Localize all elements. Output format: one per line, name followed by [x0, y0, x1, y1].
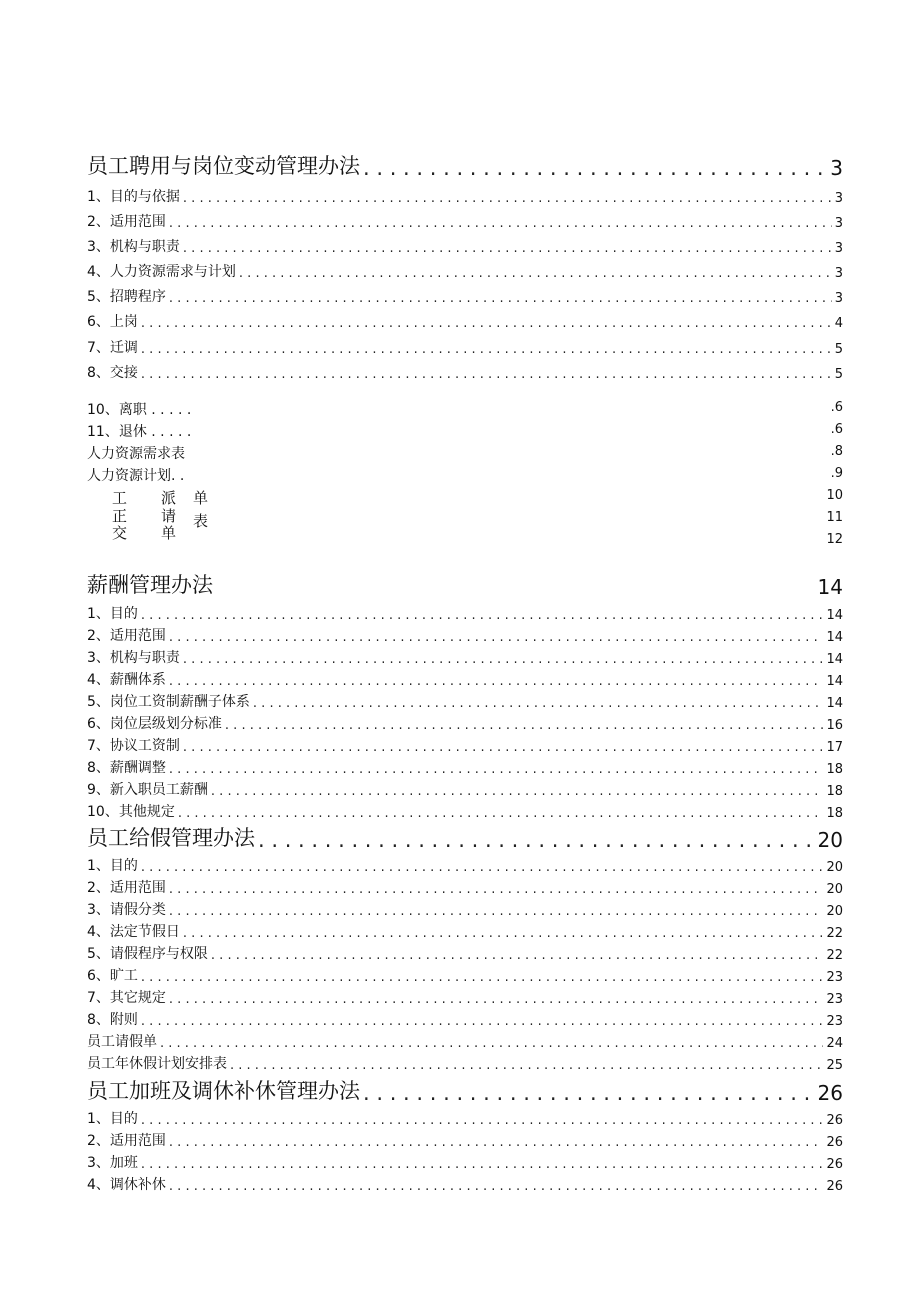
- toc-entry[interactable]: [87, 1130, 843, 1150]
- form-title-char: 单: [193, 489, 209, 507]
- toc-page-number: 26: [826, 1179, 843, 1194]
- toc-entry-label: 人力资源计划: [87, 468, 171, 484]
- toc-entry-label: 8、附则: [87, 1012, 138, 1028]
- toc-entry-label: 员工请假单: [87, 1034, 157, 1050]
- leader-dots: [169, 291, 832, 306]
- toc-entry[interactable]: [87, 186, 843, 206]
- leader-dots: . .: [171, 468, 185, 484]
- toc-entry-label: 2、适用范围: [87, 880, 166, 896]
- toc-page-number: 26: [826, 1157, 843, 1172]
- toc-page-number: 5: [834, 367, 843, 382]
- toc-entry[interactable]: [87, 1009, 843, 1029]
- toc-entry-label: 4、人力资源需求与计划: [87, 264, 236, 280]
- toc-entry-label: 4、法定节假日: [87, 924, 180, 940]
- leader-dots: [160, 1036, 823, 1051]
- toc-page-number: 4: [834, 316, 843, 331]
- toc-page-number: 11: [826, 510, 843, 525]
- toc-heading-label: 员工加班及调休补休管理办法: [87, 1079, 360, 1103]
- toc-entry[interactable]: [87, 855, 843, 875]
- toc-page-number: 14: [817, 575, 843, 599]
- leader-dots: [141, 970, 824, 985]
- toc-entry-label: 6、上岗: [87, 314, 138, 330]
- toc-entry-label: 4、薪酬体系: [87, 672, 166, 688]
- toc-page-number: 26: [817, 1081, 843, 1105]
- toc-heading-label: 员工聘用与岗位变动管理办法: [87, 154, 360, 178]
- toc-page-number: 16: [826, 718, 843, 733]
- toc-page-number: 14: [826, 696, 843, 711]
- toc-entry[interactable]: [87, 603, 843, 623]
- toc-entry[interactable]: [87, 647, 843, 667]
- toc-entry-label: 5、招聘程序: [87, 289, 166, 305]
- toc-entry[interactable]: [87, 1031, 843, 1051]
- toc-entry[interactable]: [87, 625, 843, 645]
- leader-dots: [183, 652, 824, 667]
- toc-entry[interactable]: [87, 1108, 843, 1128]
- toc-entry-label: 1、目的与依据: [87, 189, 180, 205]
- toc-page-number: 20: [826, 904, 843, 919]
- toc-page-number: 10: [826, 488, 843, 503]
- leader-dots: [141, 860, 824, 875]
- toc-entry[interactable]: [87, 311, 843, 331]
- leader-dots: [258, 828, 815, 852]
- toc-entry[interactable]: [87, 877, 843, 897]
- toc-page-number: 20: [826, 860, 843, 875]
- toc-entry-label: 8、交接: [87, 365, 138, 381]
- leader-dots: [169, 1179, 824, 1194]
- toc-heading-employment[interactable]: [87, 152, 843, 180]
- toc-page-number: 3: [834, 291, 843, 306]
- toc-entry-label: 4、调休补休: [87, 1177, 166, 1193]
- leader-dots: [141, 1113, 824, 1128]
- toc-entry[interactable]: [87, 987, 843, 1007]
- toc-page-number: 24: [826, 1036, 843, 1051]
- leader-dots: [211, 784, 824, 799]
- toc-entry-loose[interactable]: [87, 465, 184, 485]
- toc-entry-label: 1、目的: [87, 858, 138, 874]
- toc-entry-label: 3、请假分类: [87, 902, 166, 918]
- leader-dots: [169, 216, 832, 231]
- toc-heading-salary[interactable]: [87, 571, 843, 599]
- form-title-char: 单: [161, 524, 177, 542]
- toc-heading-label: 薪酬管理办法: [87, 573, 213, 597]
- leader-dots: [141, 367, 832, 382]
- toc-entry-label: 9、新入职员工薪酬: [87, 782, 208, 798]
- toc-entry-label: 5、请假程序与权限: [87, 946, 208, 962]
- toc-page-number: 20: [826, 882, 843, 897]
- toc-page-number: 23: [826, 970, 843, 985]
- leader-dots: [178, 806, 824, 821]
- toc-entry-label: 1、目的: [87, 1111, 138, 1127]
- toc-page-number: 20: [817, 828, 843, 852]
- toc-entry[interactable]: [87, 779, 843, 799]
- leader-dots: [169, 904, 824, 919]
- leader-dots: [169, 674, 824, 689]
- toc-page-number: 25: [826, 1058, 843, 1073]
- leader-dots: [169, 762, 824, 777]
- leader-dots: [183, 241, 832, 256]
- form-title-char: 正: [112, 507, 128, 525]
- toc-entry[interactable]: [87, 801, 843, 821]
- toc-entry-label: 6、岗位层级划分标准: [87, 716, 222, 732]
- leader-dots: [141, 608, 824, 623]
- toc-entry-label: 10、离职: [87, 402, 147, 418]
- form-title-char: 工: [112, 489, 128, 507]
- toc-page-number: 3: [834, 191, 843, 206]
- leader-dots: [183, 191, 832, 206]
- toc-entry[interactable]: [87, 337, 843, 357]
- toc-entry-loose[interactable]: [87, 421, 191, 441]
- toc-entry-label: 2、适用范围: [87, 1133, 166, 1149]
- toc-page-number: .9: [830, 466, 843, 481]
- toc-page-number: 23: [826, 1014, 843, 1029]
- toc-page-number: 22: [826, 926, 843, 941]
- leader-dots: [141, 1157, 824, 1172]
- form-title-char: 表: [193, 512, 209, 530]
- toc-entry[interactable]: [87, 236, 843, 256]
- toc-entry-label: 人力资源需求表: [87, 446, 185, 462]
- form-title-char: 交: [112, 524, 128, 542]
- toc-entry-label: 10、其他规定: [87, 804, 175, 820]
- leader-dots: [169, 1135, 824, 1150]
- toc-page-number: 14: [826, 630, 843, 645]
- toc-entry[interactable]: [87, 899, 843, 919]
- toc-entry-label: 8、薪酬调整: [87, 760, 166, 776]
- toc-page-number: 18: [826, 784, 843, 799]
- leader-dots: [363, 156, 827, 180]
- toc-entry-label: 6、旷工: [87, 968, 138, 984]
- leader-dots: . . . . .: [151, 424, 192, 440]
- toc-heading-leave[interactable]: [87, 824, 843, 852]
- toc-entry-loose[interactable]: [87, 443, 185, 463]
- toc-entry[interactable]: [87, 1174, 843, 1194]
- toc-page-number: 5: [834, 342, 843, 357]
- leader-dots: [253, 696, 824, 711]
- toc-heading-overtime[interactable]: [87, 1077, 843, 1105]
- toc-page-number: 3: [830, 156, 843, 180]
- toc-entry[interactable]: [87, 757, 843, 777]
- form-title-char: 派: [161, 489, 177, 507]
- leader-dots: [363, 1081, 815, 1105]
- toc-entry[interactable]: [87, 691, 843, 711]
- toc-page-number: .6: [830, 400, 843, 415]
- toc-page-number: 3: [834, 241, 843, 256]
- toc-entry-label: 5、岗位工资制薪酬子体系: [87, 694, 250, 710]
- toc-entry-label: 2、适用范围: [87, 628, 166, 644]
- form-title-char: 请: [161, 507, 177, 525]
- toc-entry-label: 员工年休假计划安排表: [87, 1056, 227, 1072]
- toc-page-number: 18: [826, 762, 843, 777]
- leader-dots: [239, 266, 832, 281]
- toc-entry-loose[interactable]: [87, 399, 191, 419]
- toc-page-number: 3: [834, 266, 843, 281]
- toc-entry[interactable]: [87, 211, 843, 231]
- toc-entry[interactable]: [87, 965, 843, 985]
- toc-entry[interactable]: [87, 261, 843, 281]
- leader-dots: [169, 992, 824, 1007]
- toc-entry-label: 11、退休: [87, 424, 147, 440]
- toc-page-number: 12: [826, 532, 843, 547]
- leader-dots: [141, 342, 832, 357]
- toc-page-number: 14: [826, 674, 843, 689]
- toc-entry[interactable]: [87, 362, 843, 382]
- toc-page-number: .8: [830, 444, 843, 459]
- toc-entry-label: 3、加班: [87, 1155, 138, 1171]
- toc-page-number: 22: [826, 948, 843, 963]
- leader-dots: [225, 718, 824, 733]
- toc-entry[interactable]: [87, 735, 843, 755]
- toc-page-number: 14: [826, 608, 843, 623]
- leader-dots: [141, 1014, 824, 1029]
- toc-page-number: 23: [826, 992, 843, 1007]
- toc-entry-label: 3、机构与职责: [87, 650, 180, 666]
- toc-entry-label: 7、协议工资制: [87, 738, 180, 754]
- toc-entry-label: 3、机构与职责: [87, 239, 180, 255]
- leader-dots: [183, 926, 824, 941]
- toc-page-number: .6: [830, 422, 843, 437]
- toc-entry[interactable]: [87, 1053, 843, 1073]
- toc-entry[interactable]: [87, 713, 843, 733]
- toc-entry[interactable]: [87, 943, 843, 963]
- toc-page-number: 14: [826, 652, 843, 667]
- leader-dots: [230, 1058, 823, 1073]
- leader-dots: [211, 948, 824, 963]
- toc-entry[interactable]: [87, 286, 843, 306]
- toc-page-number: 17: [826, 740, 843, 755]
- toc-page-number: 18: [826, 806, 843, 821]
- toc-entry[interactable]: [87, 1152, 843, 1172]
- toc-entry-label: 7、其它规定: [87, 990, 166, 1006]
- toc-page-number: 26: [826, 1113, 843, 1128]
- toc-entry[interactable]: [87, 669, 843, 689]
- toc-entry-label: 7、迁调: [87, 340, 138, 356]
- leader-dots: [141, 316, 832, 331]
- leader-dots: [183, 740, 824, 755]
- toc-heading-label: 员工给假管理办法: [87, 826, 255, 850]
- leader-dots: [169, 882, 824, 897]
- toc-page-number: 3: [834, 216, 843, 231]
- toc-entry-label: 1、目的: [87, 606, 138, 622]
- toc-entry[interactable]: [87, 921, 843, 941]
- toc-page-number: 26: [826, 1135, 843, 1150]
- leader-dots: [169, 630, 824, 645]
- toc-entry-label: 2、适用范围: [87, 214, 166, 230]
- leader-dots: . . . . .: [151, 402, 192, 418]
